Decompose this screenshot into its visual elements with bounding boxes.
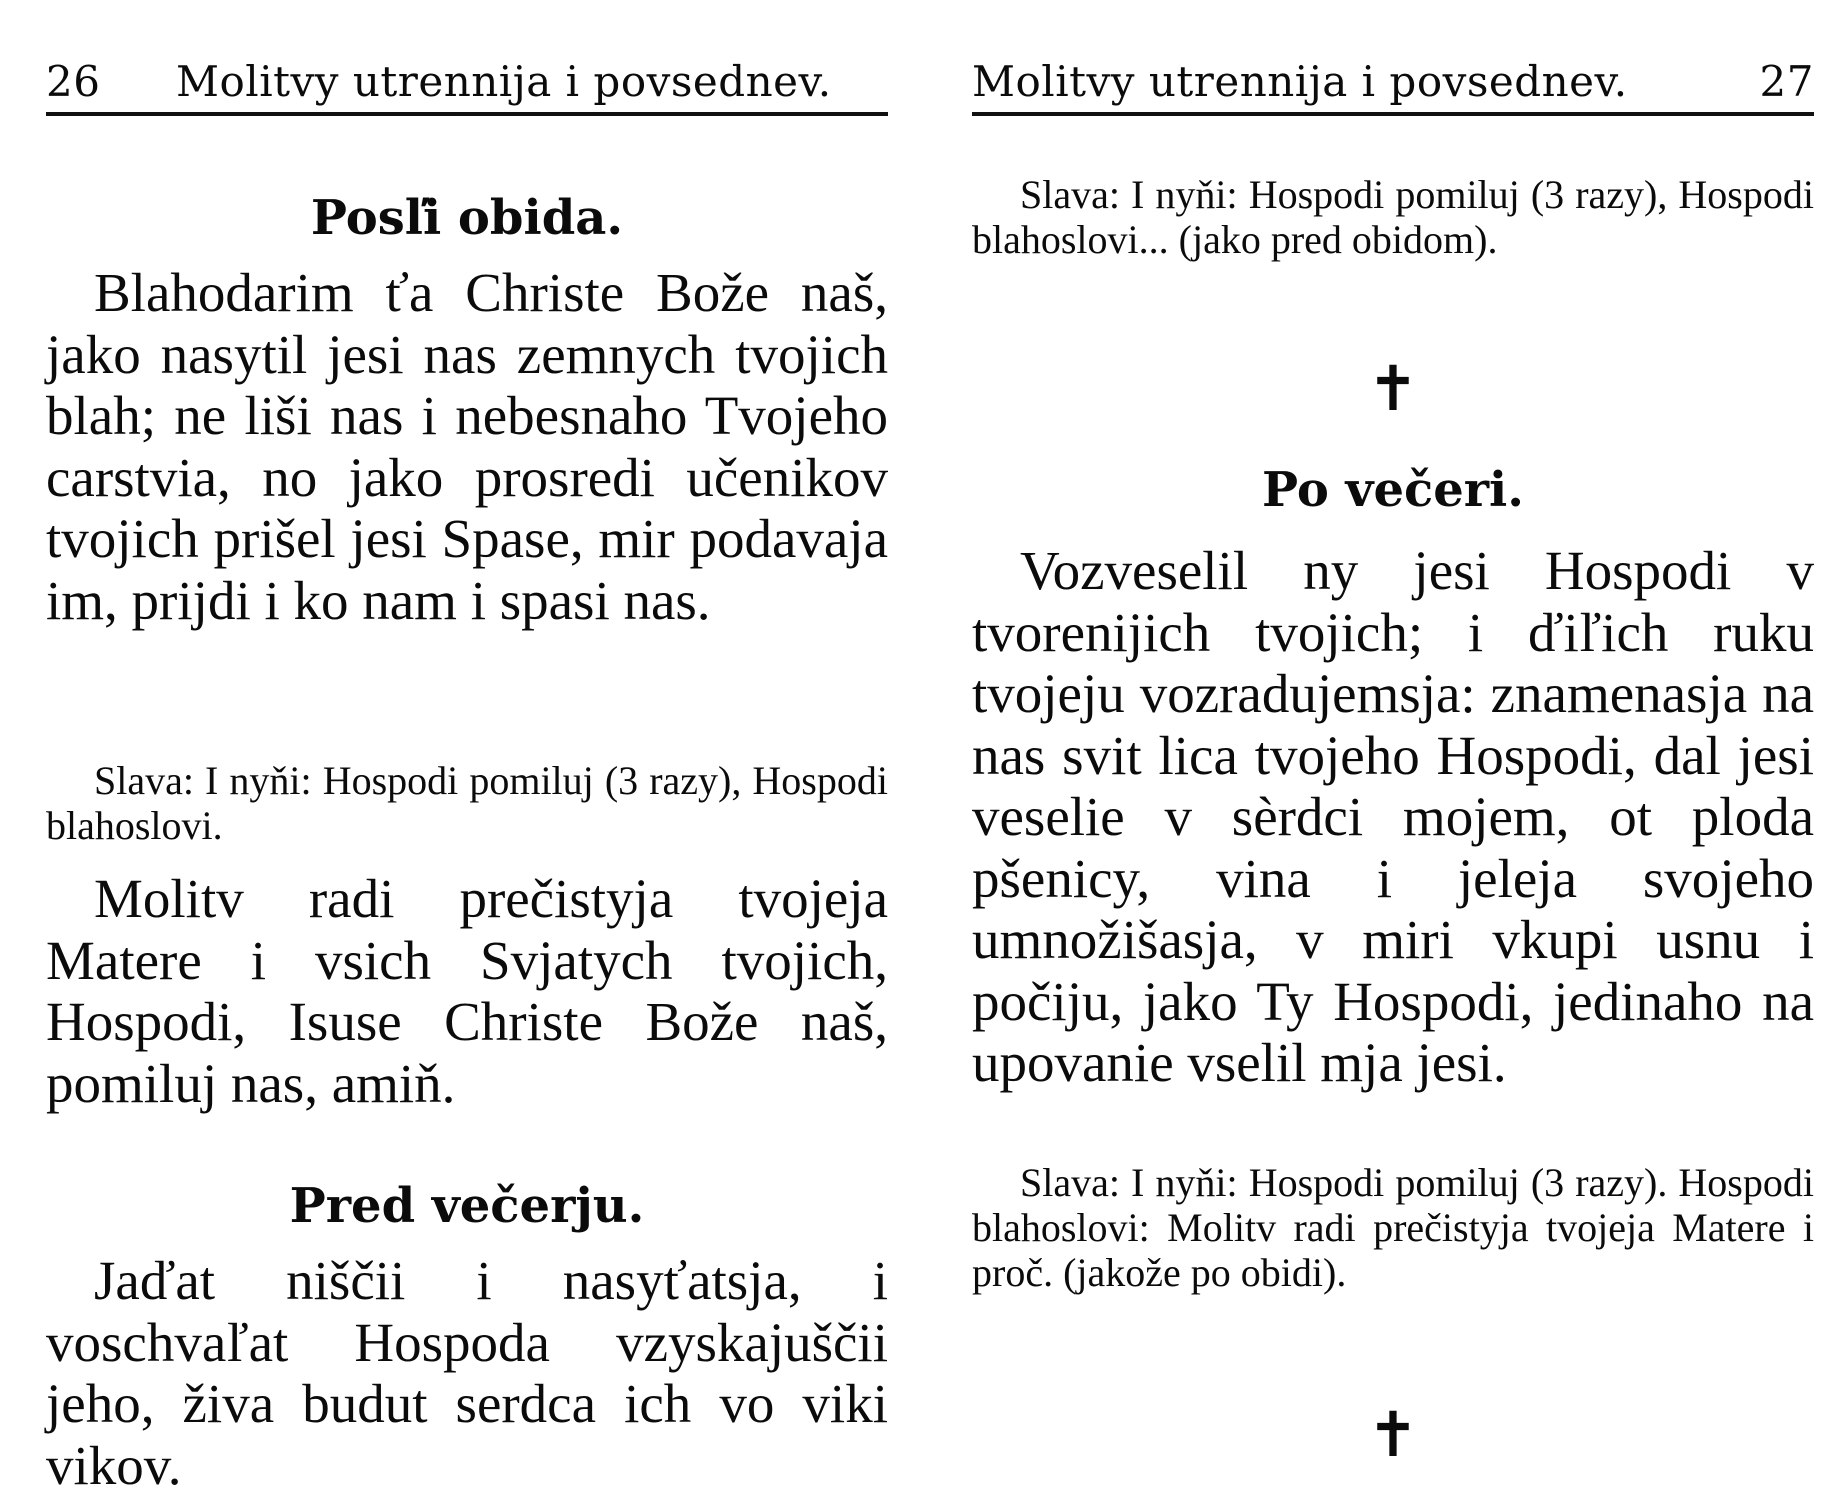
section-heading: Pred večerju. xyxy=(289,1178,645,1234)
running-head xyxy=(46,52,888,116)
prayer-text: Molitv radi prečistyja tvojeja Matere i vsich Svjatych tvojich, Hospodi, Isuse Christe Bože naš, pomiluj nas, amiň. xyxy=(46,868,888,1114)
page-number: 27 xyxy=(1759,57,1814,106)
cross-icon: ✝ xyxy=(1367,352,1419,425)
section-heading: Posľi obida. xyxy=(310,190,624,246)
prayer-text: Blahodarim ťa Christe Bože naš, jako nasytil jesi nas zemnych tvojich blah; ne liši nas i nebesnaho Tvojeho carstvia, no jako prosredi učenikov tvojich prišel jesi Spase, mir podavaja im, prijdi i ko nam i spasi nas. xyxy=(46,262,888,631)
rubric-text: Slava: I nyňi: Hospodi pomiluj (3 razy), Hospodi blahoslovi... (jako pred obidom). xyxy=(972,172,1814,262)
running-title: Molitvy utrennija i povsednev. xyxy=(176,57,832,106)
page-number: 26 xyxy=(46,57,101,106)
cross-icon: ✝ xyxy=(1367,1398,1419,1471)
running-head xyxy=(972,52,1814,116)
rubric-text: Slava: I nyňi: Hospodi pomiluj (3 razy). Hospodi blahoslovi: Molitv radi prečistyja tvojeja Matere i proč. (jakože po obidi). xyxy=(972,1160,1814,1295)
running-title: Molitvy utrennija i povsednev. xyxy=(972,57,1628,106)
section-heading: Po večeri. xyxy=(1262,462,1524,518)
rubric-text: Slava: I nyňi: Hospodi pomiluj (3 razy), Hospodi blahoslovi. xyxy=(46,758,888,848)
prayer-text: Jaďat niščii i nasyťatsja, i voschvaľat Hospoda vzyskajuščii jeho, živa budut serdca ich vo viki vikov. xyxy=(46,1250,888,1496)
prayer-text: Vozveselil ny jesi Hospodi v tvorenijich tvojich; i ďiľich ruku tvojeju vozradujemsja: znamenasja na nas svit lica tvojeho Hospodi, dal jesi veselie v sèrdci mojem, ot ploda pšenicy, vina i jeleja svojeho umnožišasja, v miri vkupi usnu i počiju, jako Ty Hospodi, jedinaho na upovanie vselil mja jesi. xyxy=(972,540,1814,1093)
